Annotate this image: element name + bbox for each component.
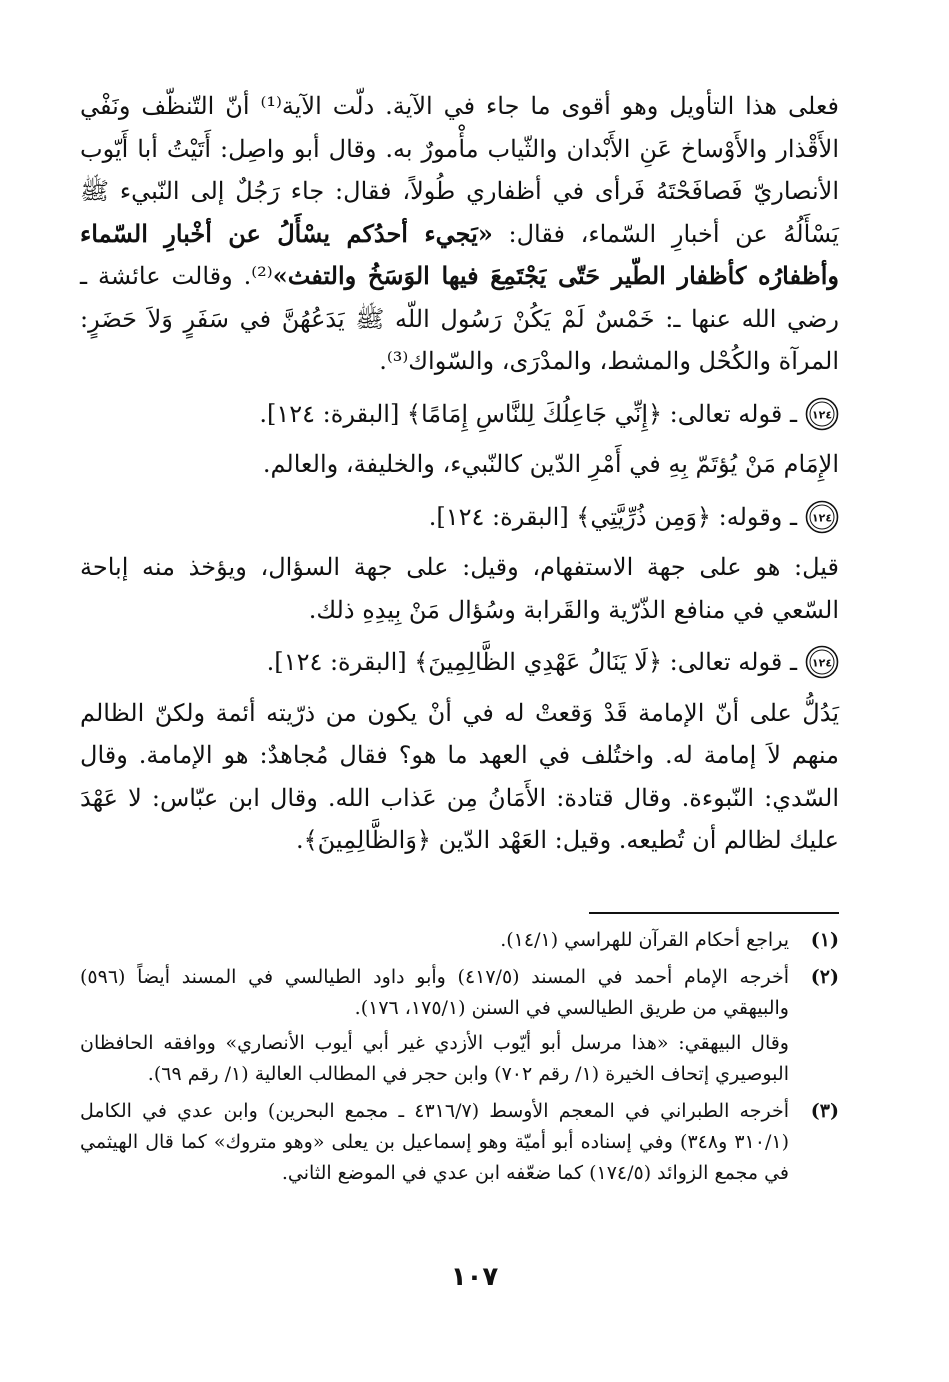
footnote-text: وقال البيهقي: «هذا مرسل أبو أيّوب الأزدي غير أبي أيوب الأنصاري» ووافقه الحافظان البوصيري إتحاف الخيرة (١/ رقم ٧٠٢) وابن حجر في المطالب العالية (١/ رقم ٦٩). (80, 1032, 789, 1085)
paragraph-3: قيل: هو على جهة الاستفهام، وقيل: على جهة السؤال، ويؤخذ منه إباحة السّعي في منافع الذّرّية والقَرابة وسُؤال مَنْ بِيدِهِ ذلك. (80, 553, 839, 624)
ayah-badge-number: ١٢٤ (811, 511, 833, 525)
ayah-number-icon (805, 645, 839, 679)
paragraph-1 (80, 85, 839, 383)
paragraph-1-text: فعلى هذا التأويل وهو أقوى ما جاء في الآية. دلّت الآية⁽¹⁾ أنّ التّنظّف ونَفْي الأَقْذار والأَوْساخ عَنِ الأَبْدان والثّياب مأْمورٌ به. وقال أبو واصِل: أَتَيْتُ أبا أَيّوب الأنصاريّ فَصافَحْتَهُ فَرأى في أظفاري طُولاً، فقال: جاء رَجُلٌ إلى النّبيء ﷺ يَسْأَلُهُ عن أخبارِ السّماء، فقال: (80, 92, 840, 248)
page-number: ١٠٧ (450, 1262, 499, 1292)
verse-line-3 (80, 641, 839, 684)
paragraph-1-tail: ⁽²⁾. وقالت عائشة ـ رضي الله عنها ـ: خَمْسٌ لَمْ يَكُنْ رَسُول اللّه ﷺ يَدَعُهُنَّ في سَفَرٍ وَلاَ حَضَرٍ: المرآة والكُحْل والمشط، والمدْرَى، والسّواك⁽³⁾. (80, 262, 839, 375)
footnote-text: يراجع أحكام القرآن للهراسي (١٤/١). (500, 929, 789, 951)
verse-2-text: ـ وقوله: ﴿وَمِن ذُرِّيَّتِي﴾ [البقرة: ١٢٤]. (428, 502, 797, 531)
footnote-1 (80, 925, 839, 956)
paragraph-4: يَدُلُّ على أنّ الإمامة قَدْ وَقعتْ له في أنْ يكون من ذرّيته أئمة ولكنّ الظالم منهم لاَ إمامة له. واختُلف في العهد ما هو؟ فقال مُجاهدٌ: هو الإمامة. وقال السّدي: النّبوءة. وقال قتادة: الأَمَانُ مِن عَذاب الله. وقال ابن عبّاس: لا عَهْدَ عليك لظالم أن تُطيعه. وقيل: العَهْد الدّين ﴿وَالظَّالِمِينَ﴾. (80, 698, 839, 854)
footnote-3 (80, 1096, 839, 1189)
verse-line-1 (80, 393, 839, 436)
verse-3-text: ـ قوله تعالى: ﴿لَا يَنَالُ عَهْدِي الظَّالِمِينَ﴾ [البقرة: ١٢٤]. (266, 648, 797, 676)
ayah-badge-number: ١٢٤ (811, 408, 833, 422)
footnote-2 (80, 962, 839, 1090)
footnote-number: (١) (810, 929, 839, 951)
footnotes (80, 925, 839, 1195)
footnote-number: (٣) (810, 1100, 839, 1122)
footnote-body (80, 1096, 789, 1189)
hadith-quote: «يَجيء أحدُكم يسْأَلُ عن أخْبارِ السّماء وأظفارُه كأظفار الطّير حَتّى يَجْتَمِعَ فيها الوَسَخُ والتفث» (80, 218, 839, 290)
verse-line-2 (80, 496, 839, 539)
footnote-body (80, 962, 789, 1090)
footnote-body (80, 925, 789, 956)
ayah-number-icon (805, 500, 839, 534)
ayah-badge-number: ١٢٤ (811, 656, 833, 670)
footnote-number: (٢) (810, 966, 839, 988)
paragraph-2: الإِمَام مَنْ يُؤتَمّ بِهِ في أَمْرِ الدّين كالنّبيء، والخليفة، والعالم. (262, 450, 839, 478)
ayah-number-icon (805, 397, 839, 431)
main-text (80, 85, 839, 862)
footnote-text: أخرجه الإمام أحمد في المسند (٤١٧/٥) وأبو داود الطيالسي في المسند أيضاً (٥٩٦) والبيهقي من طريق الطيالسي في السنن (١٧٥/١، ١٧٦). (80, 966, 789, 1019)
verse-1-text: ـ قوله تعالى: ﴿إِنِّي جَاعِلُكَ لِلنَّاسِ إِمَامًا﴾ [البقرة: ١٢٤]. (259, 399, 797, 428)
footnote-divider (589, 912, 839, 914)
footnote-text: أخرجه الطبراني في المعجم الأوسط (٤٣١٦/٧ ـ مجمع البحرين) وابن عدي في الكامل (٣١٠/١ و٣٤٨) وفي إسناده أبو أميّة وهو إسماعيل بن يعلى «وهو متروك» كما قال الهيثمي في مجمع الزوائد (١٧٤/٥) كما ضعّفه ابن عدي في الموضع الثاني. (80, 1100, 789, 1184)
